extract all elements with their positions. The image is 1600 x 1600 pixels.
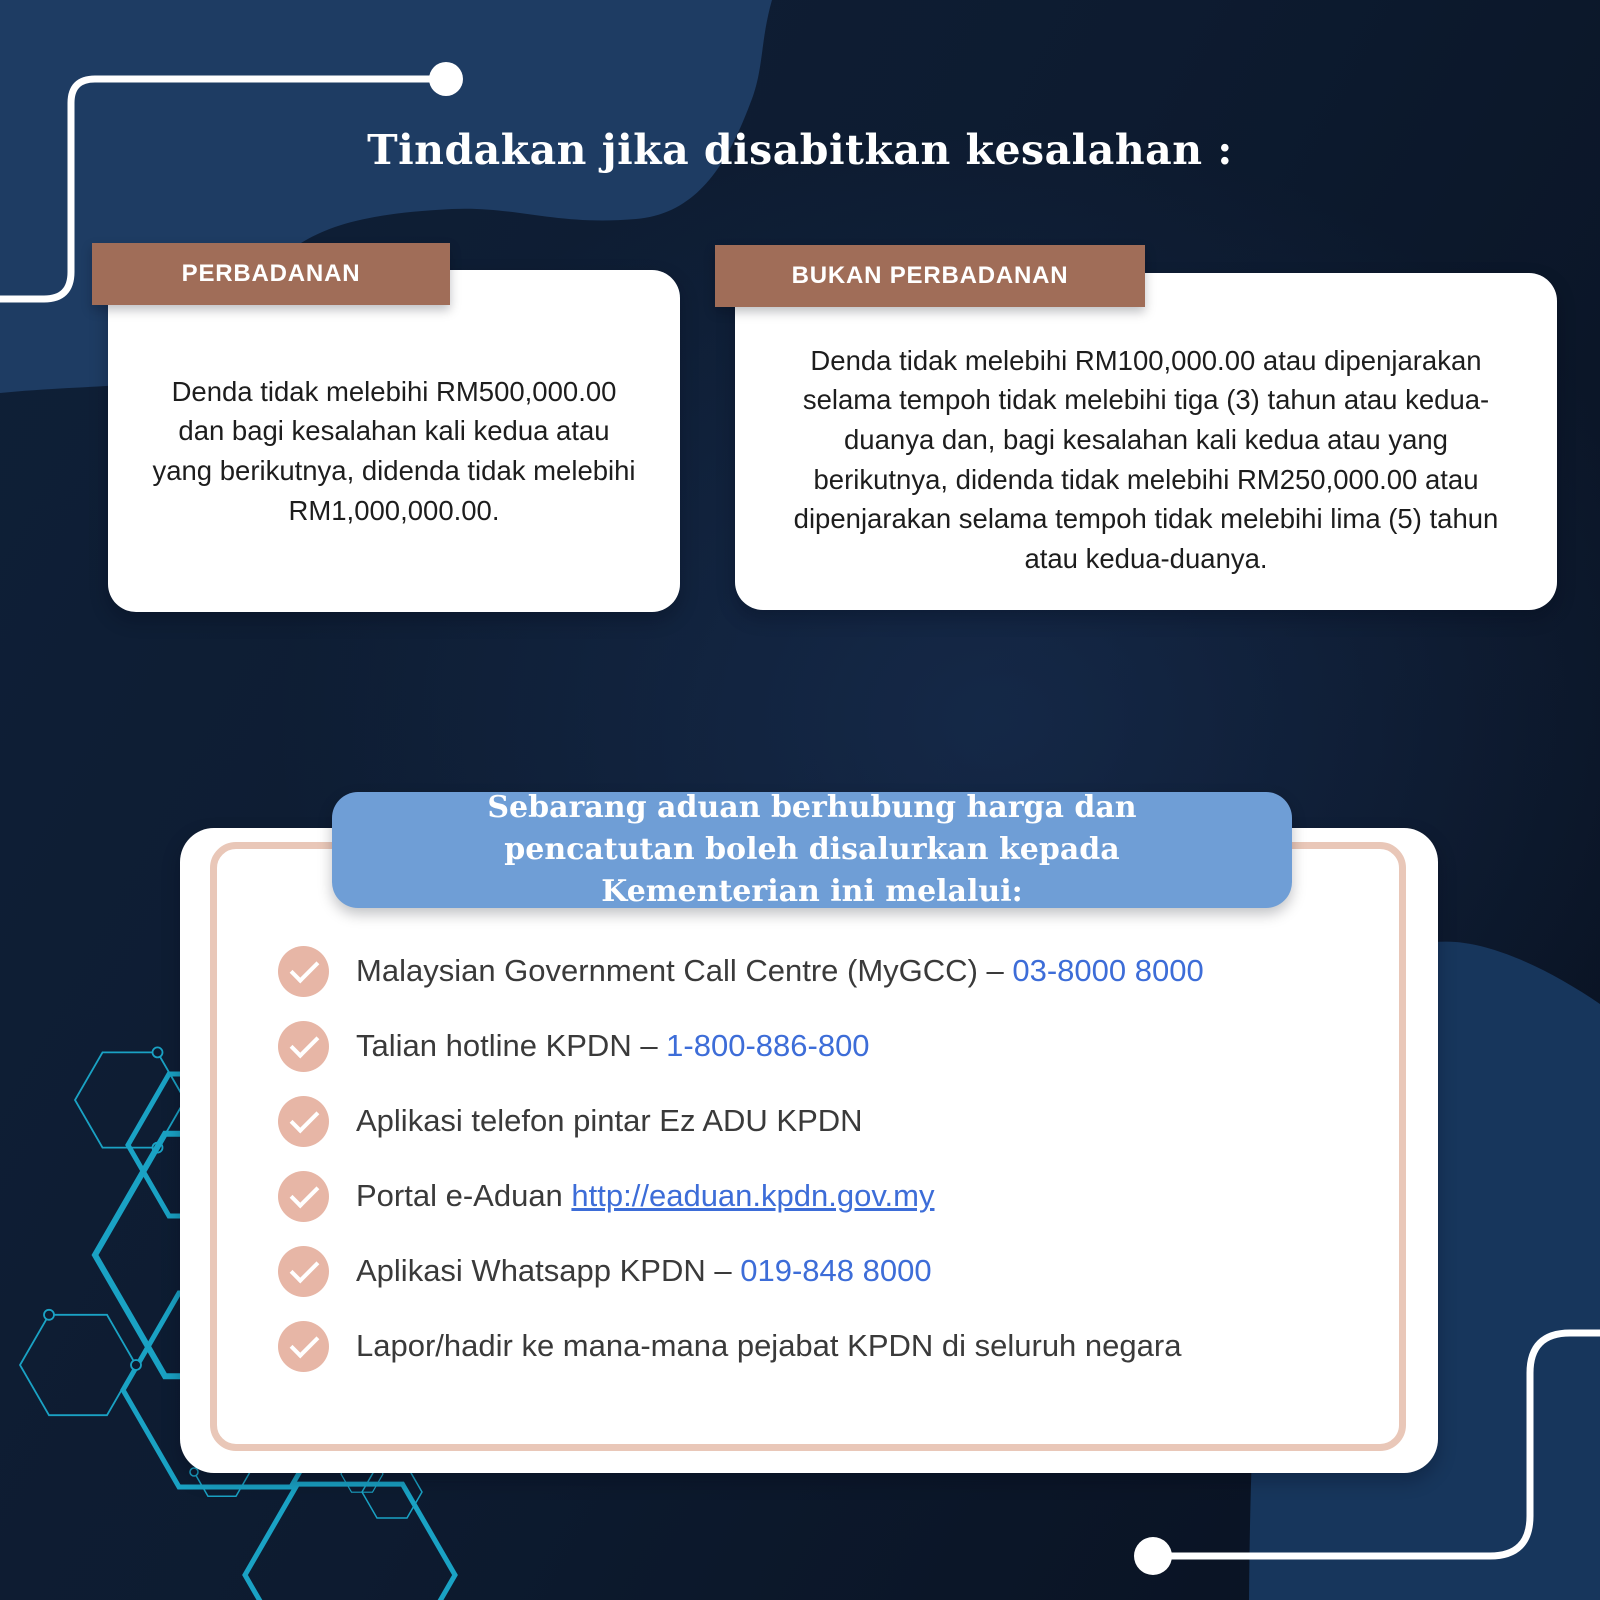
perbadanan-card (108, 270, 680, 612)
channel-text (356, 1251, 932, 1291)
channel-text (356, 1176, 934, 1216)
channel-item-ezadu-app (278, 1096, 1382, 1147)
channel-phone: 03-8000 8000 (1012, 953, 1204, 989)
corner-line-bottom-right-dot (1134, 1537, 1172, 1575)
channel-label: Portal e-Aduan (356, 1178, 572, 1214)
check-mark (290, 1029, 320, 1059)
corner-line-top-left-dot (429, 62, 463, 96)
channel-item-whatsapp (278, 1246, 1382, 1297)
bukan-perbadanan-tab (715, 245, 1145, 307)
check-icon (278, 1321, 329, 1372)
perbadanan-tab-label: PERBADANAN (181, 260, 361, 287)
eaduan-portal-link[interactable]: http://eaduan.kpdn.gov.my (571, 1178, 935, 1214)
bukan-perbadanan-card-text: Denda tidak melebihi RM100,000.00 atau dipenjarakan selama tempoh tidak melebihi tiga (3) tahun atau kedua-duanya dan, bagi kesalahan kali kedua atau yang berikutnya, didenda tidak melebihi RM250,000.00 atau dipenjarakan selama tempoh tidak melebihi lima (5) tahun atau kedua-duanya. (793, 344, 1499, 574)
perbadanan-tab (92, 243, 450, 305)
channel-text (356, 1326, 1181, 1366)
channel-item-mygcc (278, 946, 1382, 997)
perbadanan-card-text: Denda tidak melebihi RM500,000.00 dan bagi kesalahan kali kedua atau yang berikutnya, didenda tidak melebihi RM1,000,000.00. (152, 375, 636, 526)
channel-phone: 1-800-886-800 (666, 1028, 870, 1064)
channel-label: Aplikasi Whatsapp KPDN – (356, 1253, 741, 1289)
channel-text (356, 951, 1204, 991)
channel-phone: 019-848 8000 (740, 1253, 932, 1289)
check-mark (290, 1254, 320, 1284)
channel-label: Malaysian Government Call Centre (MyGCC) – (356, 953, 1013, 989)
complaint-banner: Sebarang aduan berhubung harga dan pencatutan boleh disalurkan kepada Kementerian ini melalui: (332, 792, 1292, 908)
check-icon (278, 1021, 329, 1072)
check-icon (278, 1171, 329, 1222)
channel-item-kpdn-office (278, 1321, 1382, 1372)
check-mark (290, 1329, 320, 1359)
channel-text (356, 1101, 863, 1141)
channel-label: Aplikasi telefon pintar Ez ADU KPDN (356, 1103, 863, 1139)
check-mark (290, 1104, 320, 1134)
channel-label: Lapor/hadir ke mana-mana pejabat KPDN di seluruh negara (356, 1328, 1182, 1364)
bukan-perbadanan-tab-label: BUKAN PERBADANAN (791, 262, 1069, 289)
check-mark (290, 954, 320, 984)
check-icon (278, 946, 329, 997)
bukan-perbadanan-card (735, 273, 1557, 610)
channel-text (356, 1026, 870, 1066)
channel-label: Talian hotline KPDN – (356, 1028, 667, 1064)
channel-list (278, 946, 1382, 1372)
channel-item-eaduan-portal (278, 1171, 1382, 1222)
check-mark (290, 1179, 320, 1209)
check-icon (278, 1096, 329, 1147)
channel-item-hotline (278, 1021, 1382, 1072)
check-icon (278, 1246, 329, 1297)
channels-card (180, 828, 1438, 1473)
page-title: Tindakan jika disabitkan kesalahan : (367, 126, 1233, 174)
